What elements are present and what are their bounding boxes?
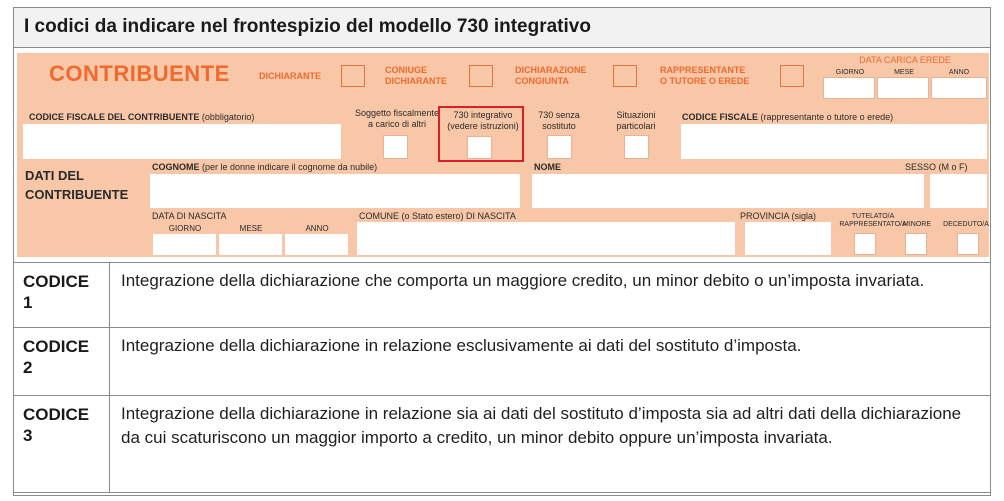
erede-mese-field[interactable] xyxy=(877,77,929,99)
data-nascita-label: DATA DI NASCITA xyxy=(152,211,227,221)
provincia-field[interactable] xyxy=(745,222,831,255)
table-row xyxy=(13,328,991,396)
code-description: Integrazione della dichiarazione in relazione sia ai dati del sostituto d’imposta sia ad altri dati della dichiarazione da cui scaturiscono un maggior importo a credito, un minor debito oppure un’imposta invariata. xyxy=(121,404,962,447)
erede-giorno-label: GIORNO xyxy=(835,69,865,76)
730-senza-sostituto-checkbox[interactable] xyxy=(547,135,572,159)
erede-mese-label: MESE xyxy=(894,69,914,76)
page-title: I codici da indicare nel frontespizio del modello 730 integrativo xyxy=(13,7,991,48)
coniuge-dichiarante-checkbox[interactable] xyxy=(469,65,493,87)
erede-anno-field[interactable] xyxy=(931,77,987,99)
deceduto-checkbox[interactable] xyxy=(957,233,979,255)
code-cell xyxy=(13,263,110,327)
integrativo-highlight xyxy=(438,106,524,162)
table-row xyxy=(13,396,991,493)
sesso-field[interactable] xyxy=(930,174,987,208)
sesso-label: SESSO (M o F) xyxy=(905,162,968,172)
nome-label: NOME xyxy=(534,162,561,172)
nascita-mese-label: MESE xyxy=(239,224,263,233)
rappresentante-checkbox[interactable] xyxy=(780,65,804,87)
code-word: CODICE xyxy=(23,405,90,424)
nascita-anno-label: ANNO xyxy=(305,224,329,233)
soggetto-label-2: a carico di altri xyxy=(367,119,427,129)
coniuge-label-1: CONIUGE xyxy=(385,65,428,75)
dati-contribuente-label-1: DATI DEL xyxy=(25,168,84,183)
code-cell xyxy=(13,328,110,395)
integrativo-label-2: (vedere istruzioni) xyxy=(447,121,519,131)
code-word: CODICE xyxy=(23,272,90,291)
situazioni-label-1: Situazioni xyxy=(616,110,656,120)
code-cell xyxy=(13,396,110,492)
soggetto-label-1: Soggetto fiscalmente xyxy=(354,108,440,118)
cognome-field[interactable] xyxy=(150,174,520,208)
nascita-anno-field[interactable] xyxy=(285,234,348,255)
rappresentante-label-1: RAPPRESENTANTE xyxy=(660,65,746,75)
provincia-label: PROVINCIA (sigla) xyxy=(740,211,817,221)
erede-anno-label: ANNO xyxy=(948,69,970,76)
nascita-giorno-label: GIORNO xyxy=(168,224,202,233)
senza-sostituto-label-1: 730 senza xyxy=(538,110,580,120)
congiunta-label-1: DICHIARAZIONE xyxy=(515,65,587,75)
situazioni-particolari-field[interactable] xyxy=(624,135,649,159)
nome-field[interactable] xyxy=(532,174,924,208)
form-730-frontespizio xyxy=(17,53,989,257)
cf-rappresentante-label: CODICE FISCALE (rappresentante o tutore o erede) xyxy=(682,112,894,122)
comune-nascita-field[interactable] xyxy=(357,222,735,255)
deceduto-label: DECEDUTO/A xyxy=(943,221,989,228)
table-row xyxy=(13,262,991,328)
tutelato-checkbox[interactable] xyxy=(854,233,876,255)
contribuente-heading: CONTRIBUENTE xyxy=(49,61,230,86)
codes-table xyxy=(13,262,991,493)
senza-sostituto-label-2: sostituto xyxy=(542,121,576,131)
cf-rappresentante-field[interactable] xyxy=(681,124,987,159)
dichiarante-checkbox[interactable] xyxy=(341,65,365,87)
integrativo-label-1: 730 integrativo xyxy=(453,110,513,120)
minore-checkbox[interactable] xyxy=(905,233,927,255)
rappresentante-label-2: O TUTORE O EREDE xyxy=(660,76,750,86)
tutelato-label-1: TUTELATO/A xyxy=(851,213,895,220)
cf-contribuente-label: CODICE FISCALE DEL CONTRIBUENTE (obbligatorio) xyxy=(29,112,255,122)
nascita-giorno-field[interactable] xyxy=(153,234,216,255)
situazioni-label-2: particolari xyxy=(616,121,656,131)
comune-nascita-label: COMUNE (o Stato estero) DI NASCITA xyxy=(359,211,516,221)
code-number: 2 xyxy=(23,358,33,377)
erede-giorno-field[interactable] xyxy=(823,77,875,99)
soggetto-carico-checkbox[interactable] xyxy=(383,135,408,159)
code-word: CODICE xyxy=(23,337,90,356)
cf-contribuente-field[interactable] xyxy=(23,124,341,159)
data-carica-erede-label: DATA CARICA EREDE xyxy=(859,55,951,65)
code-number: 1 xyxy=(23,293,33,312)
code-description: Integrazione della dichiarazione in relazione esclusivamente ai dati del sostituto d’imposta. xyxy=(121,336,802,355)
tutelato-label-2: RAPPRESENTATO/A xyxy=(839,221,907,228)
cognome-label: COGNOME (per le donne indicare il cognome da nubile) xyxy=(152,162,378,172)
coniuge-label-2: DICHIARANTE xyxy=(385,76,447,86)
dati-contribuente-label-2: CONTRIBUENTE xyxy=(25,187,129,202)
code-number: 3 xyxy=(23,426,33,445)
minore-label: MINORE xyxy=(903,221,931,228)
code-description: Integrazione della dichiarazione che comporta un maggiore credito, un minor debito o un’imposta invariata. xyxy=(121,271,925,290)
dichiarante-label: DICHIARANTE xyxy=(259,71,321,81)
nascita-mese-field[interactable] xyxy=(219,234,282,255)
dichiarazione-congiunta-checkbox[interactable] xyxy=(613,65,637,87)
congiunta-label-2: CONGIUNTA xyxy=(515,76,569,86)
